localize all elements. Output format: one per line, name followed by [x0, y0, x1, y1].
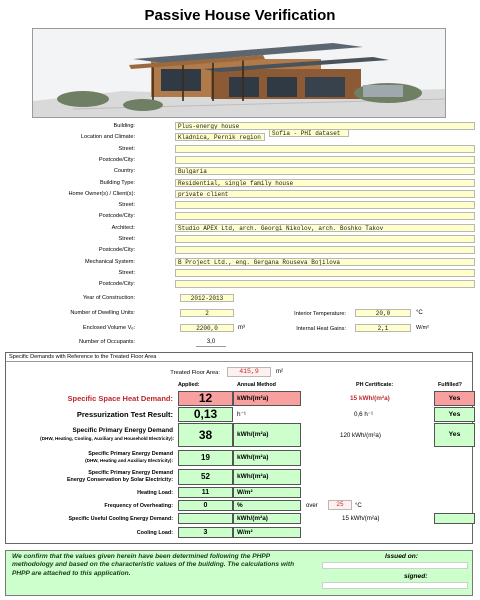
primary-dhw-label: Specific Primary Energy Demand	[88, 451, 173, 457]
primary-dhw-value: 19	[178, 450, 233, 466]
interior-temperature-unit: °C	[416, 310, 423, 316]
issued-on-label: Issued on:	[385, 553, 418, 560]
field-value[interactable]	[175, 246, 475, 254]
field-value[interactable]	[175, 269, 475, 277]
primary-dhw-unit: kWh/(m²a)	[233, 450, 301, 466]
issued-on-field[interactable]	[322, 562, 468, 569]
field-label: Postcode/City:	[98, 247, 135, 253]
cooling-demand-fulfilled	[434, 513, 475, 524]
pressurization-label: Pressurization Test Result:	[76, 410, 173, 419]
primary-energy-sublabel: (DHW, Heating, Cooling, Auxiliary and Household Electricity):	[40, 436, 174, 441]
field-value[interactable]: Studio APEX Ltd, arch. Georgi Nikolov, arch. Boshko Takov	[175, 224, 475, 232]
cooling-load-unit: W/m²	[233, 527, 301, 538]
col-annual-method: Annual Method	[237, 382, 276, 388]
field-label: Street:	[118, 270, 135, 276]
col-applied: Applied:	[178, 382, 200, 388]
field-value[interactable]: Bulgaria	[175, 167, 475, 175]
field-label: Postcode/City:	[98, 157, 135, 163]
dwelling-units-field[interactable]: 2	[180, 309, 234, 317]
overheating-threshold-field[interactable]: 25	[328, 500, 352, 510]
field-label: Building Type:	[99, 180, 135, 186]
primary-energy-fulfilled: Yes	[434, 423, 475, 447]
pressurization-value: 0,13	[178, 407, 233, 422]
field-value[interactable]	[175, 156, 475, 164]
primary-solar-unit: kWh/(m²a)	[233, 469, 301, 485]
pressurization-fulfilled: Yes	[434, 407, 475, 422]
field-label: Street:	[118, 146, 135, 152]
house-render-image	[32, 28, 446, 118]
col-fulfilled: Fulfilled?	[438, 382, 462, 388]
overheating-value: 0	[178, 500, 233, 511]
heating-load-value: 11	[178, 487, 233, 498]
field-value[interactable]	[175, 145, 475, 153]
year-field[interactable]: 2012-2013	[180, 294, 234, 302]
interior-temperature-label: Interior Temperature:	[294, 311, 346, 317]
primary-solar-label: Specific Primary Energy Demand	[88, 470, 173, 476]
space-heat-certificate: 15 kWh/(m²a)	[350, 395, 390, 402]
interior-temperature-field[interactable]: 20,0	[355, 309, 411, 317]
occupants-label: Number of Occupants:	[79, 339, 135, 345]
field-label: Postcode/City:	[98, 281, 135, 287]
pressurization-certificate: 0,6 h⁻¹	[354, 411, 374, 418]
field-label: Building:	[113, 123, 135, 129]
primary-dhw-sublabel: (DHW, Heating and Auxiliary Electricity):	[85, 458, 173, 463]
year-label: Year of Construction:	[82, 295, 135, 301]
signature-field[interactable]	[322, 582, 468, 589]
pressurization-unit: h⁻¹	[237, 411, 247, 418]
col-ph-certificate: PH Certificate:	[356, 382, 394, 388]
cooling-demand-label: Specific Useful Cooling Energy Demand:	[68, 516, 173, 522]
field-label: Architect:	[111, 225, 135, 231]
field-value[interactable]	[175, 201, 475, 209]
space-heat-fulfilled: Yes	[434, 391, 475, 406]
section-title-text: Specific Demands with Reference to the Treated Floor Area	[9, 354, 157, 360]
heating-load-label: Heating Load:	[137, 490, 173, 496]
field-value[interactable]	[175, 235, 475, 243]
primary-energy-label: Specific Primary Energy Demand	[72, 427, 173, 434]
field-value[interactable]: Kladnica, Pernik region	[175, 133, 265, 141]
enclosed-volume-field[interactable]: 2200,0	[180, 324, 234, 332]
enclosed-volume-label: Enclosed Volume Vₑ:	[82, 325, 135, 331]
house-render-illustration	[33, 29, 445, 117]
overheating-threshold-unit: °C	[355, 503, 362, 509]
primary-energy-certificate: 120 kWh/(m²a)	[340, 432, 381, 439]
overheating-unit: %	[233, 500, 301, 511]
field-label: Postcode/City:	[98, 213, 135, 219]
internal-heat-gains-unit: W/m²	[416, 325, 429, 331]
field-label: Street:	[118, 236, 135, 242]
field-value[interactable]: private client	[175, 190, 475, 198]
confirmation-text: We confirm that the values given herein have been determined following the PHPP methodology and based on the characteristic values of the building. The calculations with PHPP are attached to this application.	[12, 553, 295, 577]
primary-energy-unit: kWh/(m²a)	[233, 423, 301, 447]
cooling-load-label: Cooling Load:	[136, 530, 173, 536]
space-heat-unit: kWh/(m²a)	[233, 391, 301, 406]
cooling-demand-unit: kWh/(m²a)	[233, 513, 301, 524]
cooling-load-value: 3	[178, 527, 233, 538]
field-label: Location and Climate:	[80, 134, 135, 140]
field-label: Home Owner(s) / Client(s):	[68, 191, 135, 197]
field-value[interactable]: Plus-energy house	[175, 122, 475, 130]
climate-dataset-field[interactable]: Sofia - PHI dataset	[269, 129, 349, 137]
cooling-demand-value	[178, 513, 233, 524]
section-title	[6, 353, 472, 362]
tfa-unit: m²	[276, 369, 283, 375]
primary-energy-value: 38	[178, 423, 233, 447]
internal-heat-gains-field[interactable]: 2,1	[355, 324, 411, 332]
heating-load-unit: W/m²	[233, 487, 301, 498]
enclosed-volume-unit: m³	[238, 325, 245, 331]
space-heat-label: Specific Space Heat Demand:	[67, 394, 173, 403]
cooling-demand-certificate: 15 kWh/(m²a)	[342, 515, 380, 522]
field-value[interactable]: Residential, single family house	[175, 179, 475, 187]
field-label: Mechanical System:	[84, 259, 135, 265]
field-value[interactable]: B Project Ltd., eng. Gergana Rouseva Bojilova	[175, 258, 475, 266]
dwelling-units-label: Number of Dwelling Units:	[70, 310, 135, 316]
field-label: Country:	[113, 168, 135, 174]
tfa-field[interactable]: 415,9	[227, 367, 271, 377]
occupants-value: 3,0	[196, 338, 226, 347]
primary-solar-value: 52	[178, 469, 233, 485]
field-label: Street:	[118, 202, 135, 208]
primary-solar-sublabel: Energy Conservation by Solar Electricity:	[66, 477, 173, 483]
overheating-over-label: over	[306, 503, 318, 509]
tfa-label: Treated Floor Area:	[170, 370, 220, 376]
field-value[interactable]	[175, 212, 475, 220]
internal-heat-gains-label: Internal Heat Gains:	[296, 326, 346, 332]
overheating-label: Frequency of Overheating:	[104, 503, 173, 509]
signed-label: signed:	[404, 573, 428, 580]
page-title: Passive House Verification	[144, 7, 336, 24]
field-value[interactable]	[175, 280, 475, 288]
space-heat-value: 12	[178, 391, 233, 406]
